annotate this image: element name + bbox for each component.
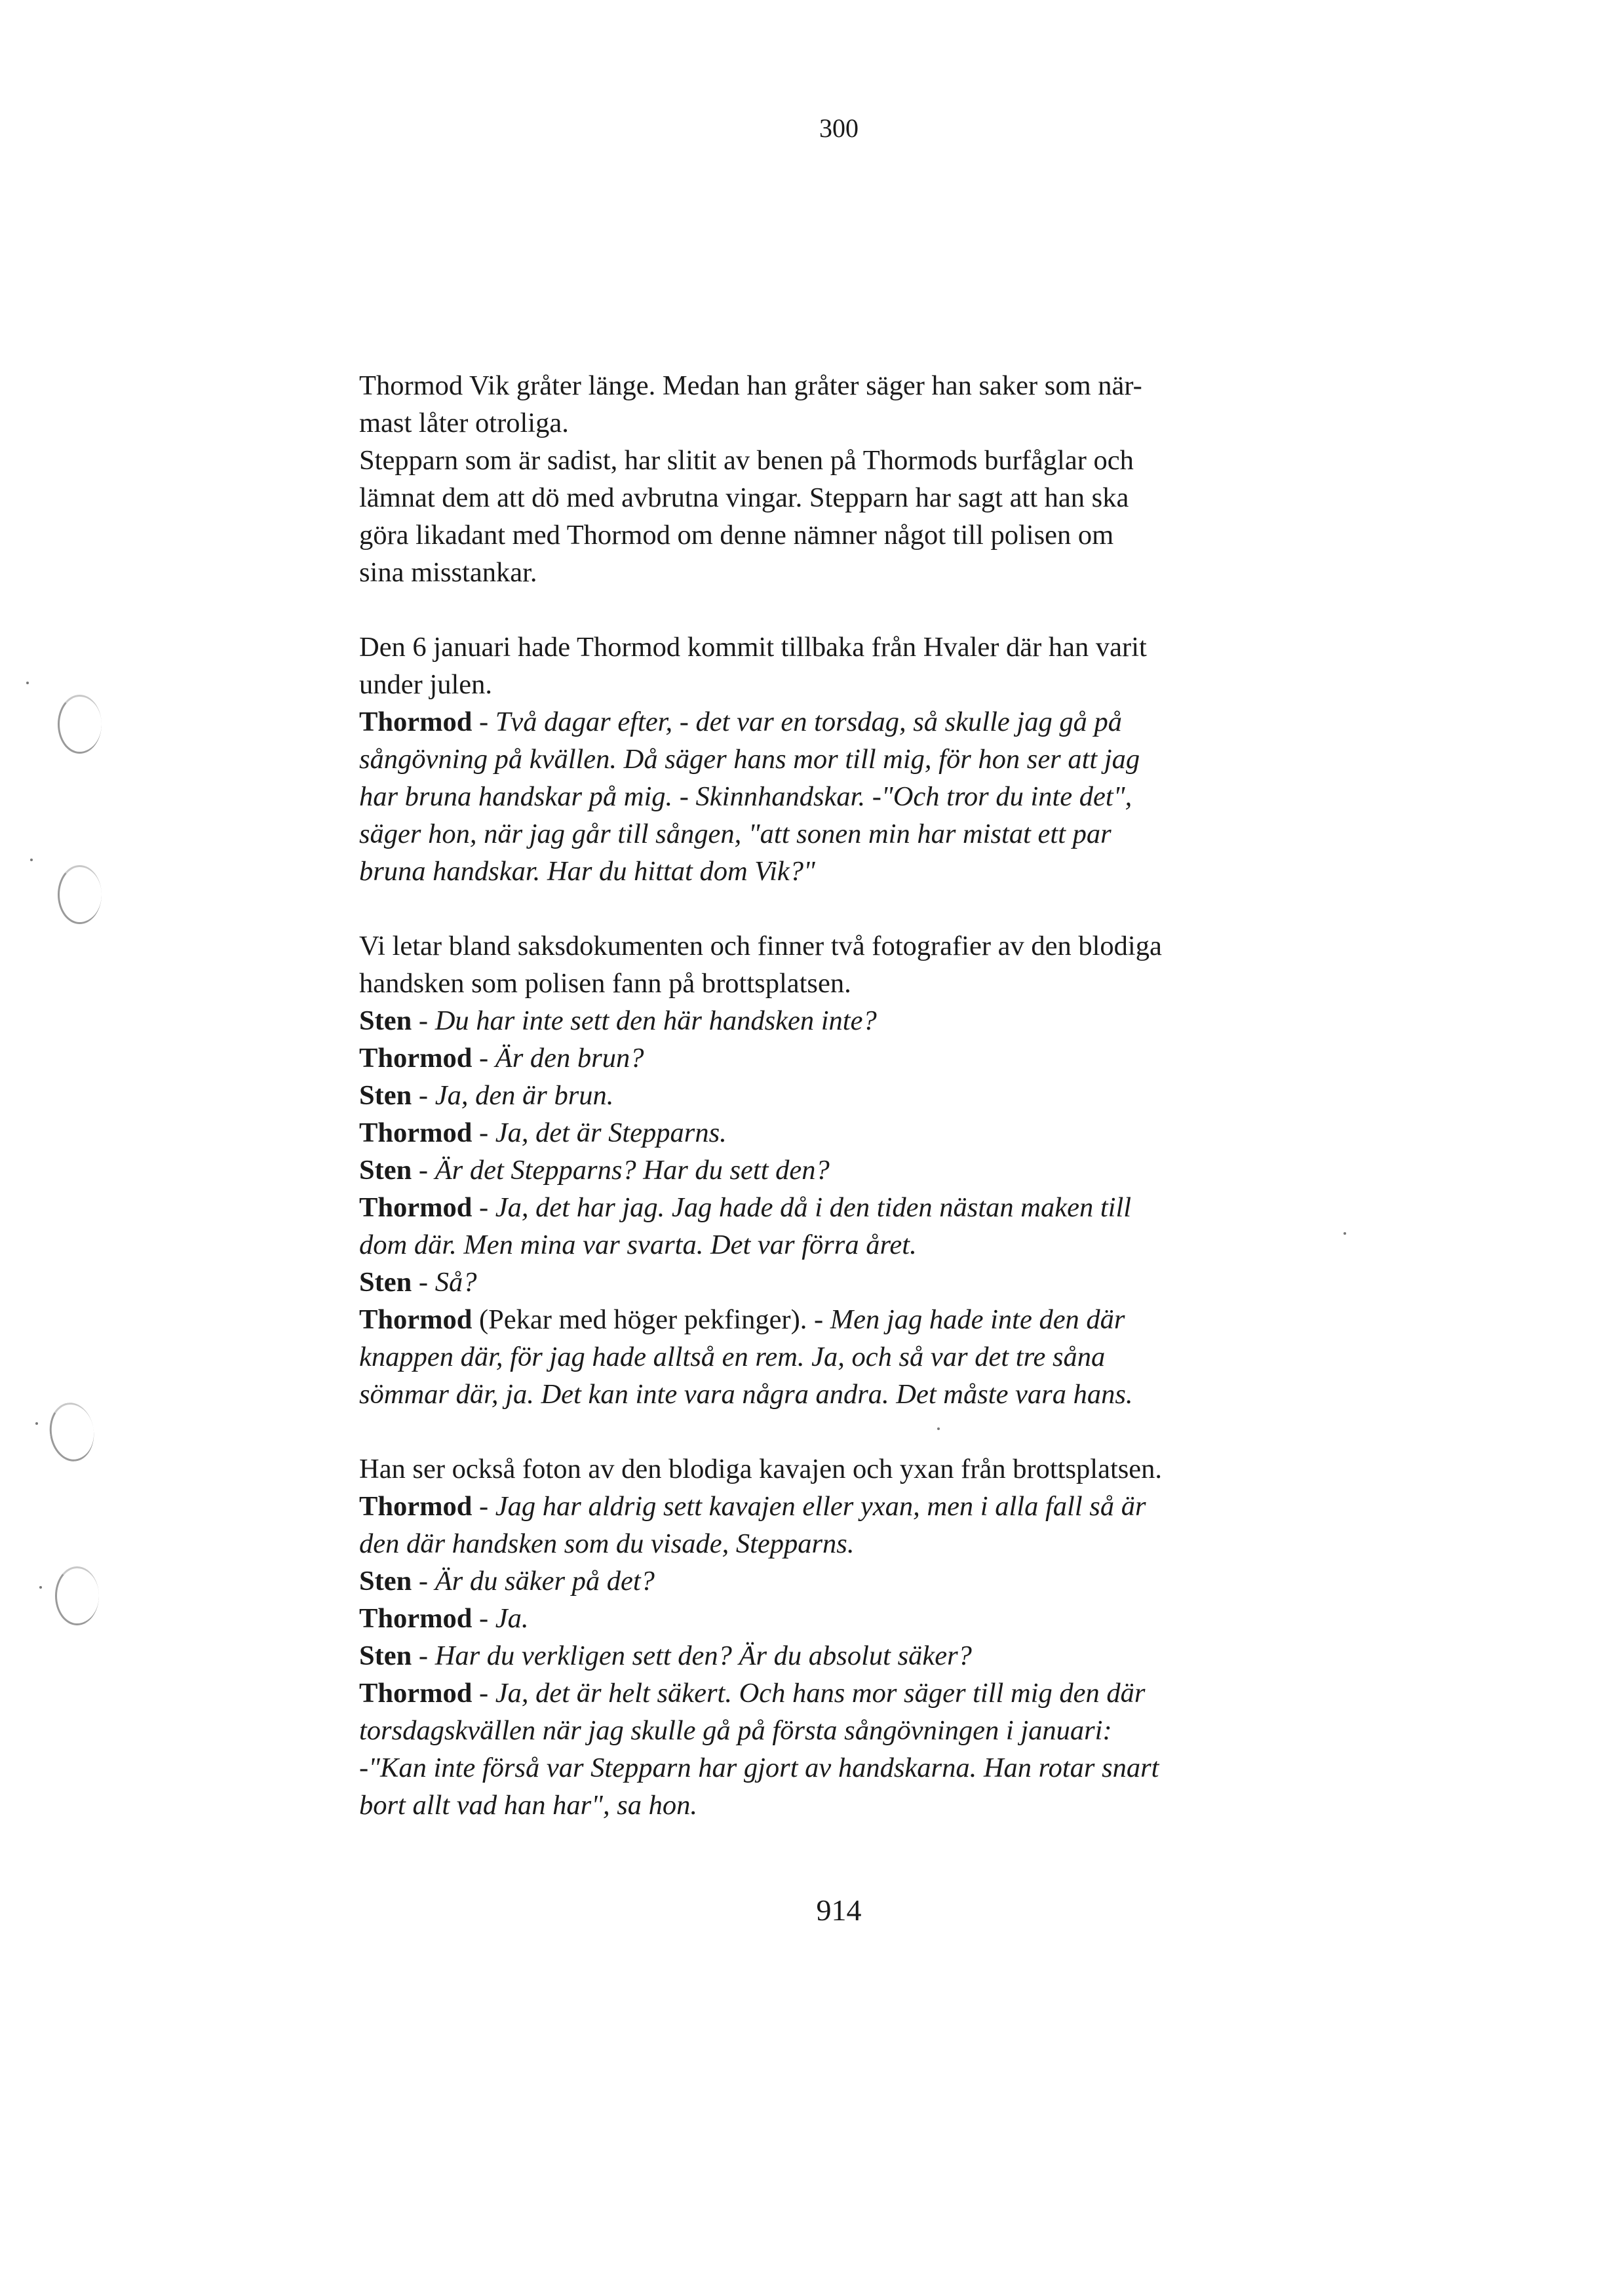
text-line: mast låter otroliga.	[359, 408, 569, 438]
speaker-name: Thormod	[359, 1192, 473, 1223]
dialogue-line: Sten - Har du verkligen sett den? Är du absolut säker?	[359, 1640, 972, 1671]
dialogue-text: dom där. Men mina var svarta. Det var förra året.	[359, 1230, 917, 1260]
document-body	[359, 367, 1296, 1861]
dialogue-text: Ja, den är brun.	[435, 1080, 614, 1111]
text-line: Han ser också foton av den blodiga kavajen och yxan från brottsplatsen.	[359, 1454, 1163, 1484]
dialogue-text: Du har inte sett den här handsken inte?	[435, 1005, 877, 1036]
dialogue-text: Ja, det är Stepparns.	[495, 1117, 727, 1148]
binder-ring-mark	[46, 1400, 98, 1464]
text-line: Stepparn som är sadist, har slitit av benen på Thormods burfåglar och	[359, 445, 1134, 476]
paragraph-1	[359, 367, 1296, 591]
text-line: Den 6 januari hade Thormod kommit tillbaka från Hvaler där han varit	[359, 632, 1147, 663]
dialogue-text: torsdagskvällen när jag skulle gå på första sångövningen i januari:	[359, 1715, 1112, 1746]
dialogue-line: Sten - Du har inte sett den här handsken inte?	[359, 1005, 877, 1036]
speaker-name: Sten	[359, 1155, 412, 1186]
speaker-name: Thormod	[359, 1491, 473, 1522]
speck	[26, 682, 29, 684]
dialogue-text: Ja.	[495, 1603, 529, 1634]
paragraph-3	[359, 927, 1296, 1413]
dialogue-line: Thormod - Ja, det är helt säkert. Och hans mor säger till mig den där	[359, 1678, 1146, 1709]
dialogue-line: Thormod - Ja.	[359, 1603, 529, 1634]
dialogue-line: Thormod - Ja, det är Stepparns.	[359, 1117, 727, 1148]
dialogue-text: Är du säker på det?	[435, 1566, 655, 1597]
dialogue-text: sömmar där, ja. Det kan inte vara några andra. Det måste vara hans.	[359, 1379, 1133, 1410]
dialogue-text: den där handsken som du visade, Stepparns.	[359, 1528, 855, 1559]
dialogue-line: Thormod - Är den brun?	[359, 1043, 644, 1074]
paragraph-2	[359, 629, 1296, 890]
text-line: göra likadant med Thormod om denne nämner något till polisen om	[359, 520, 1114, 551]
dialogue-line: Thormod - Ja, det har jag. Jag hade då i den tiden nästan maken till	[359, 1192, 1132, 1223]
dialogue-text: bruna handskar. Har du hittat dom Vik?"	[359, 856, 815, 887]
speck	[39, 1586, 42, 1589]
dialogue-text: Så?	[435, 1267, 477, 1298]
header-page-number: 300	[819, 113, 859, 143]
speaker-name: Thormod	[359, 1117, 473, 1148]
dialogue-line: Sten - Så?	[359, 1267, 477, 1298]
dialogue-text: Men jag hade inte den där	[830, 1304, 1125, 1335]
dialogue-text: Ja, det har jag. Jag hade då i den tiden nästan maken till	[495, 1192, 1132, 1223]
dialogue-text: Jag har aldrig sett kavajen eller yxan, men i alla fall så är	[495, 1491, 1146, 1522]
speaker-name: Thormod	[359, 1603, 473, 1634]
dialogue-text: har bruna handskar på mig. - Skinnhandskar. -"Och tror du inte det",	[359, 781, 1132, 812]
paragraph-4	[359, 1450, 1296, 1824]
dialogue-text: Ja, det är helt säkert. Och hans mor säger till mig den där	[495, 1678, 1146, 1709]
dialogue-line: Sten - Ja, den är brun.	[359, 1080, 614, 1111]
dialogue-text: bort allt vad han har", sa hon.	[359, 1790, 698, 1821]
dialogue-text: knappen där, för jag hade alltså en rem. Ja, och så var det tre såna	[359, 1342, 1106, 1372]
speck	[35, 1422, 38, 1425]
speck	[1344, 1232, 1346, 1235]
text-line: Thormod Vik gråter länge. Medan han gråter säger han saker som när-	[359, 370, 1142, 401]
binder-ring-mark	[55, 1566, 99, 1625]
dialogue-text: Har du verkligen sett den? Är du absolut säker?	[435, 1640, 972, 1671]
dialogue-dash: -	[472, 707, 495, 737]
speaker-name: Thormod	[359, 1304, 473, 1335]
dialogue-text: Är det Stepparns? Har du sett den?	[435, 1155, 830, 1186]
text-line: under julen.	[359, 669, 492, 700]
speaker-name: Thormod	[359, 707, 473, 737]
speck	[30, 859, 33, 861]
dialogue-line: Sten - Är det Stepparns? Har du sett den?	[359, 1155, 830, 1186]
dialogue-line: Sten - Är du säker på det?	[359, 1566, 655, 1597]
speaker-name: Sten	[359, 1640, 412, 1671]
text-line: handsken som polisen fann på brottsplatsen.	[359, 968, 851, 999]
dialogue-line	[359, 703, 1296, 741]
binder-ring-mark	[58, 695, 102, 754]
binder-ring-mark	[58, 865, 102, 924]
footer-page-number: 914	[816, 1893, 862, 1927]
text-line: Vi letar bland saksdokumenten och finner två fotografier av den blodiga	[359, 931, 1162, 961]
text-line: lämnat dem att dö med avbrutna vingar. Stepparn har sagt att han ska	[359, 482, 1129, 513]
text-line: sina misstankar.	[359, 557, 537, 588]
speaker-name: Thormod	[359, 1043, 473, 1074]
dialogue-text: -"Kan inte förså var Stepparn har gjort av handskarna. Han rotar snart	[359, 1753, 1159, 1783]
stage-direction: (Pekar med höger pekfinger).	[479, 1304, 807, 1335]
dialogue-text: säger hon, när jag går till sången, "att sonen min har mistat ett par	[359, 819, 1112, 849]
speaker-name: Sten	[359, 1080, 412, 1111]
dialogue-line: Thormod (Pekar med höger pekfinger). - Men jag hade inte den där	[359, 1304, 1125, 1335]
speaker-name: Sten	[359, 1267, 412, 1298]
dialogue-line: Thormod - Jag har aldrig sett kavajen eller yxan, men i alla fall så är	[359, 1491, 1146, 1522]
dialogue-text: sångövning på kvällen. Då säger hans mor till mig, för hon ser att jag	[359, 744, 1140, 775]
dialogue-text: Två dagar efter, - det var en torsdag, så skulle jag gå på	[495, 707, 1122, 737]
dialogue-text: Är den brun?	[495, 1043, 644, 1074]
speaker-name: Sten	[359, 1005, 412, 1036]
speaker-name: Thormod	[359, 1678, 473, 1709]
speaker-name: Sten	[359, 1566, 412, 1597]
